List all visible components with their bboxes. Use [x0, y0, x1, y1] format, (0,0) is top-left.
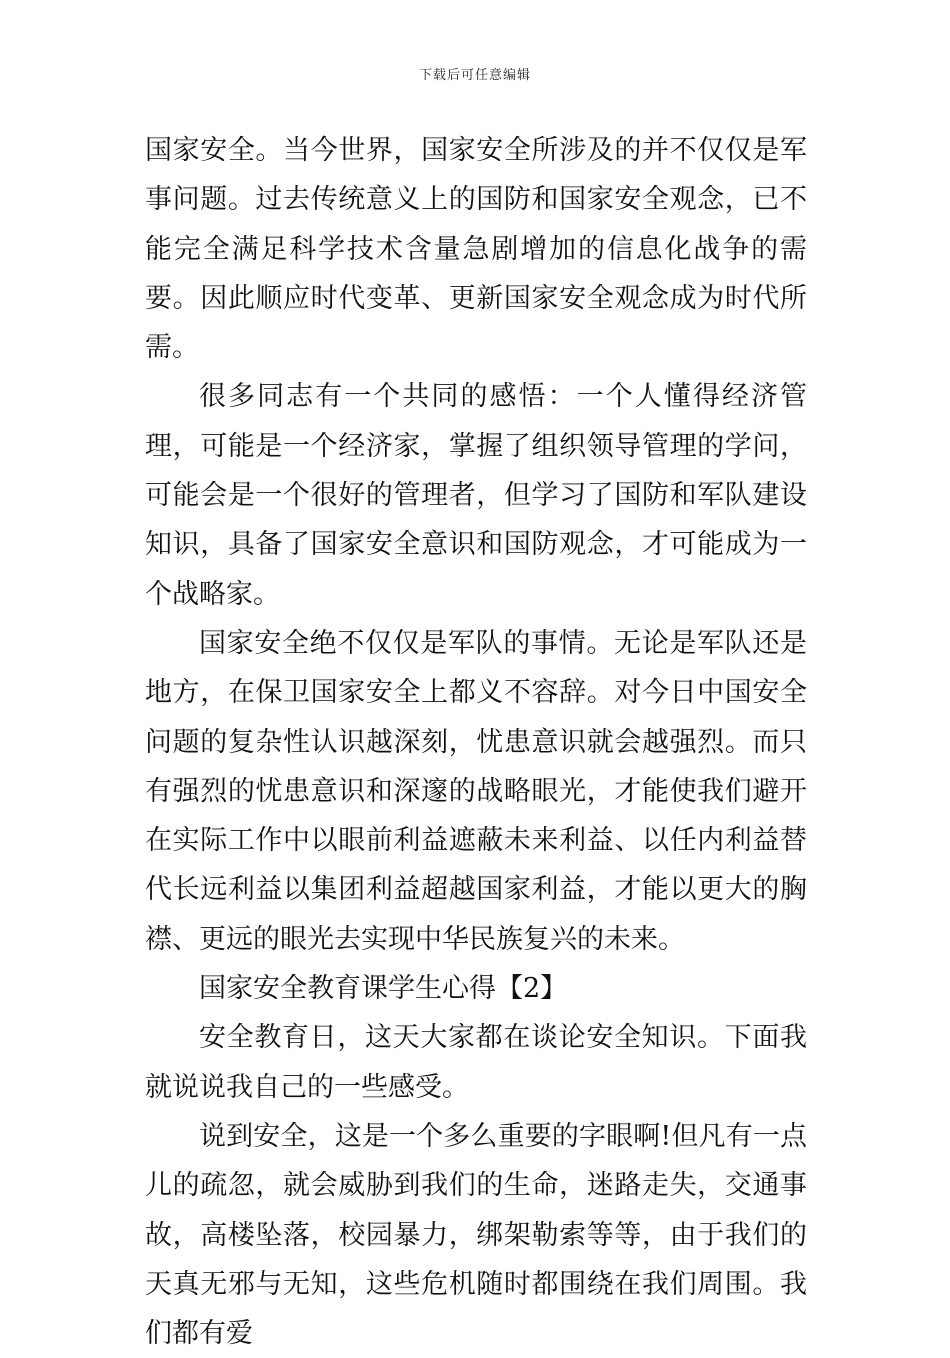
section-heading: 国家安全教育课学生心得【2】 [199, 973, 568, 1005]
paragraph-4: 安全教育日，这天大家都在谈论安全知识。下面我就说说我自己的一些感受。 [145, 1022, 807, 1103]
paragraph-1: 国家安全。当今世界，国家安全所涉及的并不仅仅是军事问题。过去传统意义上的国防和国家安全观念，已不能完全满足科学技术含量急剧增加的信息化战争的需要。因此顺应时代变革、更新国家安全观念成为时代所需。 [145, 135, 807, 364]
document-body [145, 126, 807, 1358]
paragraph-3: 国家安全绝不仅仅是军队的事情。无论是军队还是地方，在保卫国家安全上都义不容辞。对今日中国安全问题的复杂性认识越深刻，忧患意识就会越强烈。而只有强烈的忧患意识和深邃的战略眼光，才能使我们避开在实际工作中以眼前利益遮蔽未来利益、以任内利益替代长远利益以集团利益超越国家利益，才能以更大的胸襟、更远的眼光去实现中华民族复兴的未来。 [145, 627, 807, 955]
paragraph-5: 说到安全，这是一个多么重要的字眼啊!但凡有一点儿的疏忽，就会威胁到我们的生命，迷路走失，交通事故，高楼坠落，校园暴力，绑架勒索等等，由于我们的天真无邪与无知，这些危机随时都围绕在我们周围。我们都有爱 [145, 1120, 807, 1350]
page-header: 下载后可任意编辑 [418, 68, 531, 83]
paragraph-2: 很多同志有一个共同的感悟：一个人懂得经济管理，可能是一个经济家，掌握了组织领导管理的学问，可能会是一个很好的管理者，但学习了国防和军队建设知识，具备了国家安全意识和国防观念，才可能成为一个战略家。 [145, 381, 807, 610]
